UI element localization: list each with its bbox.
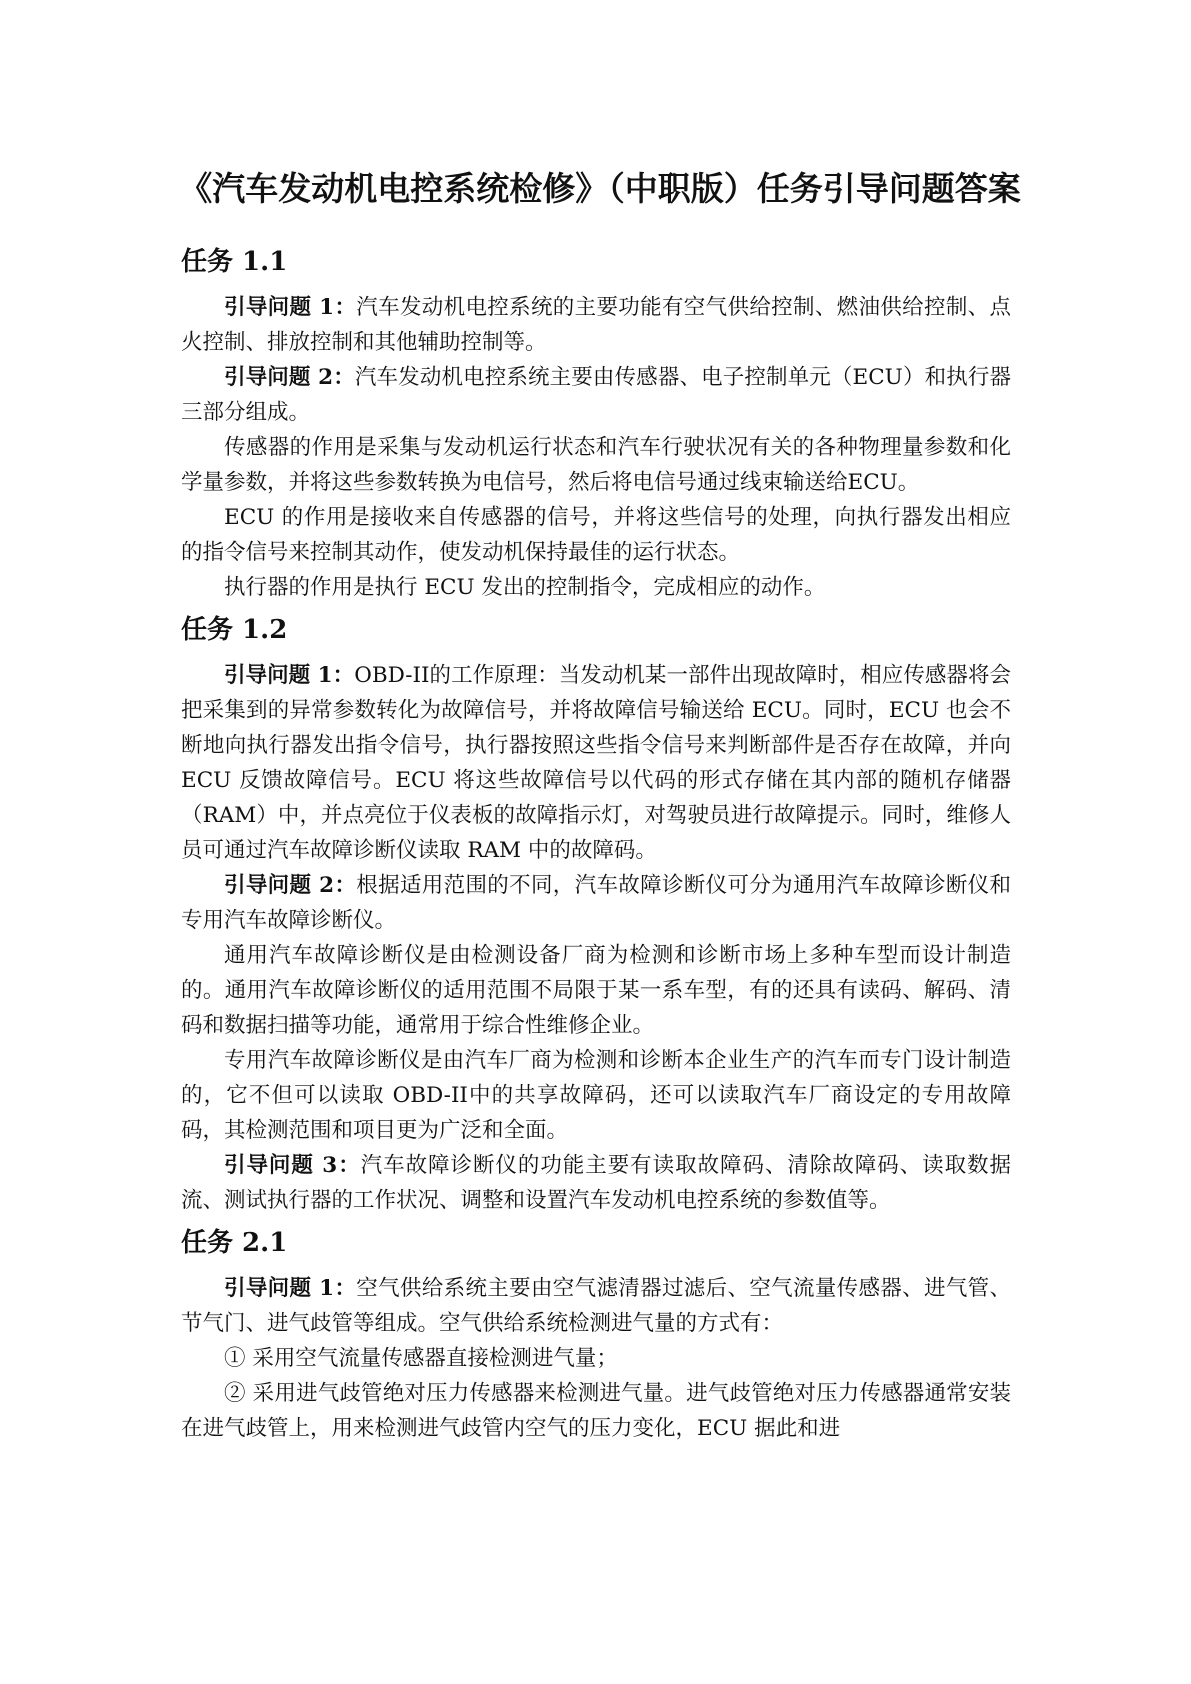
guide-question-paragraph bbox=[181, 1271, 1011, 1341]
answer-text: 汽车发动机电控系统主要由传感器、电子控制单元（ECU）和执行器三部分组成。 bbox=[181, 365, 1011, 425]
body-paragraph: 通用汽车故障诊断仪是由检测设备厂商为检测和诊断市场上多种车型而设计制造的。通用汽车故障诊断仪的适用范围不局限于某一系车型，有的还具有读码、解码、清码和数据扫描等功能，通常用于综合性维修企业。 bbox=[181, 943, 1011, 1038]
numbered-list-item: ① 采用空气流量传感器直接检测进气量； bbox=[224, 1346, 618, 1371]
section-task-1-1 bbox=[181, 244, 1011, 605]
answer-text: 根据适用范围的不同，汽车故障诊断仪可分为通用汽车故障诊断仪和专用汽车故障诊断仪。 bbox=[181, 873, 1011, 933]
section-task-2-1 bbox=[181, 1225, 1011, 1446]
answer-text: 汽车故障诊断仪的功能主要有读取故障码、清除故障码、读取数据流、测试执行器的工作状况、调整和设置汽车发动机电控系统的参数值等。 bbox=[181, 1153, 1011, 1213]
body-paragraph: ECU 的作用是接收来自传感器的信号，并将这些信号的处理，向执行器发出相应的指令信号来控制其动作，使发动机保持最佳的运行状态。 bbox=[181, 505, 1011, 565]
guide-question-paragraph bbox=[181, 360, 1011, 430]
body-paragraph: 专用汽车故障诊断仪是由汽车厂商为检测和诊断本企业生产的汽车而专门设计制造的，它不但可以读取 OBD-II中的共享故障码，还可以读取汽车厂商设定的专用故障码，其检测范围和项目更为广泛和全面。 bbox=[181, 1048, 1011, 1143]
section-task-1-2 bbox=[181, 612, 1011, 1218]
answer-text: 空气供给系统主要由空气滤清器过滤后、空气流量传感器、进气管、节气门、进气歧管等组成。空气供给系统检测进气量的方式有： bbox=[181, 1276, 1011, 1336]
document-body bbox=[181, 244, 1011, 1453]
question-label: 引导问题 1： bbox=[224, 295, 357, 320]
answer-text: OBD-II的工作原理：当发动机某一部件出现故障时，相应传感器将会把采集到的异常参数转化为故障信号，并将故障信号输送给 ECU。同时，ECU 也会不断地向执行器发出指令信号，执行器按照这些指令信号来判断部件是否存在故障，并向 ECU 反馈故障信号。ECU 将这些故障信号以代码的形式存储在其内部的随机存储器（RAM）中，并点亮位于仪表板的故障指示灯，对驾驶员进行故障提示。同时，维修人员可通过汽车故障诊断仪读取 RAM 中的故障码。 bbox=[181, 663, 1011, 863]
section-title: 任务 1.1 bbox=[181, 247, 288, 277]
body-paragraph: 执行器的作用是执行 ECU 发出的控制指令，完成相应的动作。 bbox=[224, 575, 826, 600]
question-label: 引导问题 2： bbox=[224, 365, 355, 390]
numbered-list-item: ② 采用进气歧管绝对压力传感器来检测进气量。进气歧管绝对压力传感器通常安装在进气歧管上，用来检测进气歧管内空气的压力变化，ECU 据此和进 bbox=[181, 1381, 1011, 1441]
question-label: 引导问题 1： bbox=[224, 663, 355, 688]
section-title: 任务 1.2 bbox=[181, 615, 288, 645]
question-label: 引导问题 1： bbox=[224, 1276, 357, 1301]
body-paragraph: 传感器的作用是采集与发动机运行状态和汽车行驶状况有关的各种物理量参数和化学量参数，并将这些参数转换为电信号，然后将电信号通过线束输送给ECU。 bbox=[181, 435, 1011, 495]
answer-text: 汽车发动机电控系统的主要功能有空气供给控制、燃油供给控制、点火控制、排放控制和其他辅助控制等。 bbox=[181, 295, 1011, 355]
guide-question-paragraph bbox=[181, 1148, 1011, 1218]
document-title: 《汽车发动机电控系统检修》（中职版）任务引导问题答案 bbox=[179, 169, 1021, 208]
section-title: 任务 2.1 bbox=[181, 1228, 288, 1258]
guide-question-paragraph bbox=[181, 868, 1011, 938]
guide-question-paragraph bbox=[181, 658, 1011, 868]
question-label: 引导问题 2： bbox=[224, 873, 357, 898]
question-label: 引导问题 3： bbox=[224, 1153, 361, 1178]
guide-question-paragraph bbox=[181, 290, 1011, 360]
